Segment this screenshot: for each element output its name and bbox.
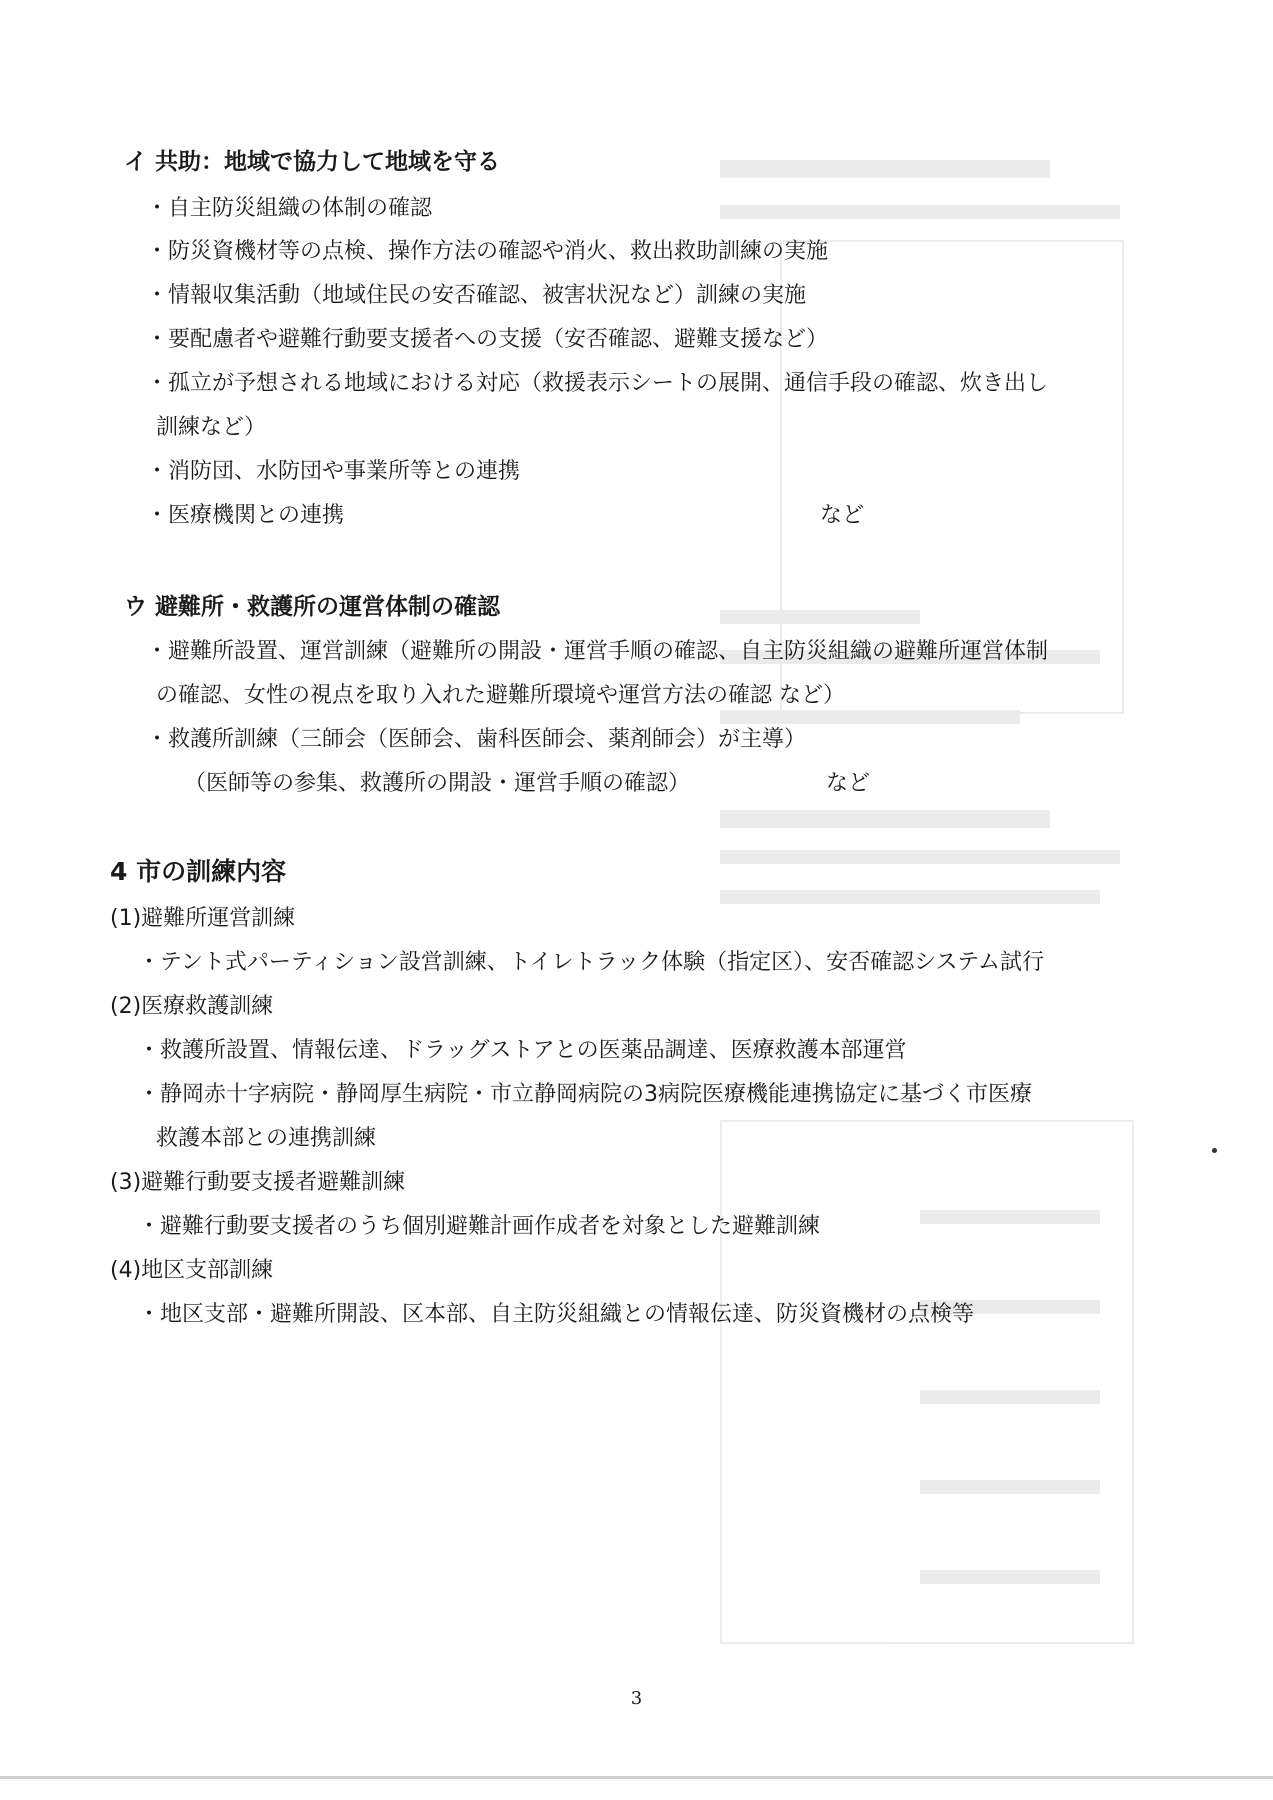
list-item: ・消防団、水防団や事業所等との連携	[146, 459, 521, 484]
subsection-heading: (3)避難行動要支援者避難訓練	[110, 1170, 406, 1195]
list-item: ・救護所設置、情報伝達、ドラッグストアとの医薬品調達、医療救護本部運営	[138, 1038, 907, 1063]
list-item: ・孤立が予想される地域における対応（救援表示シートの展開、通信手段の確認、炊き出し	[146, 371, 1049, 396]
list-item: ・避難所設置、運営訓練（避難所の開設・運営手順の確認、自主防災組織の避難所運営体制	[146, 639, 1049, 664]
section-4-heading: 4 市の訓練内容	[110, 857, 287, 886]
list-item: ・医療機関との連携	[146, 503, 345, 528]
list-item: ・要配慮者や避難行動要支援者への支援（安否確認、避難支援など）	[146, 327, 829, 352]
subsection-heading: (4)地区支部訓練	[110, 1258, 274, 1283]
scan-edge-line	[0, 1776, 1273, 1779]
scan-speck	[1212, 1148, 1217, 1153]
list-item: ・避難行動要支援者のうち個別避難計画作成者を対象とした避難訓練	[138, 1214, 821, 1239]
page-number: 3	[630, 1688, 643, 1709]
list-item: ・情報収集活動（地域住民の安否確認、被害状況など）訓練の実施	[146, 283, 807, 308]
list-item-continuation: 訓練など）	[156, 415, 267, 440]
section-i-heading: イ 共助：地域で協力して地域を守る	[124, 149, 501, 175]
list-item-continuation: 救護本部との連携訓練	[156, 1126, 377, 1151]
subsection-heading: (2)医療救護訓練	[110, 994, 274, 1019]
list-item: ・静岡赤十字病院・静岡厚生病院・市立静岡病院の3病院医療機能連携協定に基づく市医療	[138, 1082, 1033, 1107]
nado-label: など	[826, 771, 871, 796]
list-item-sub: （医師等の参集、救護所の開設・運営手順の確認）	[184, 771, 691, 796]
list-item: ・地区支部・避難所開設、区本部、自主防災組織との情報伝達、防災資機材の点検等	[138, 1302, 975, 1327]
subsection-heading: (1)避難所運営訓練	[110, 906, 296, 931]
section-u-heading: ウ 避難所・救護所の運営体制の確認	[124, 594, 501, 620]
nado-label: など	[820, 503, 865, 528]
list-item: ・防災資機材等の点検、操作方法の確認や消火、救出救助訓練の実施	[146, 239, 829, 264]
list-item: ・救護所訓練（三師会（医師会、歯科医師会、薬剤師会）が主導）	[146, 727, 807, 752]
list-item: ・テント式パーティション設営訓練、トイレトラック体験（指定区）、安否確認システム試行	[138, 950, 1044, 975]
list-item: ・自主防災組織の体制の確認	[146, 196, 433, 221]
list-item-continuation: の確認、女性の視点を取り入れた避難所環境や運営方法の確認 など）	[156, 683, 845, 708]
